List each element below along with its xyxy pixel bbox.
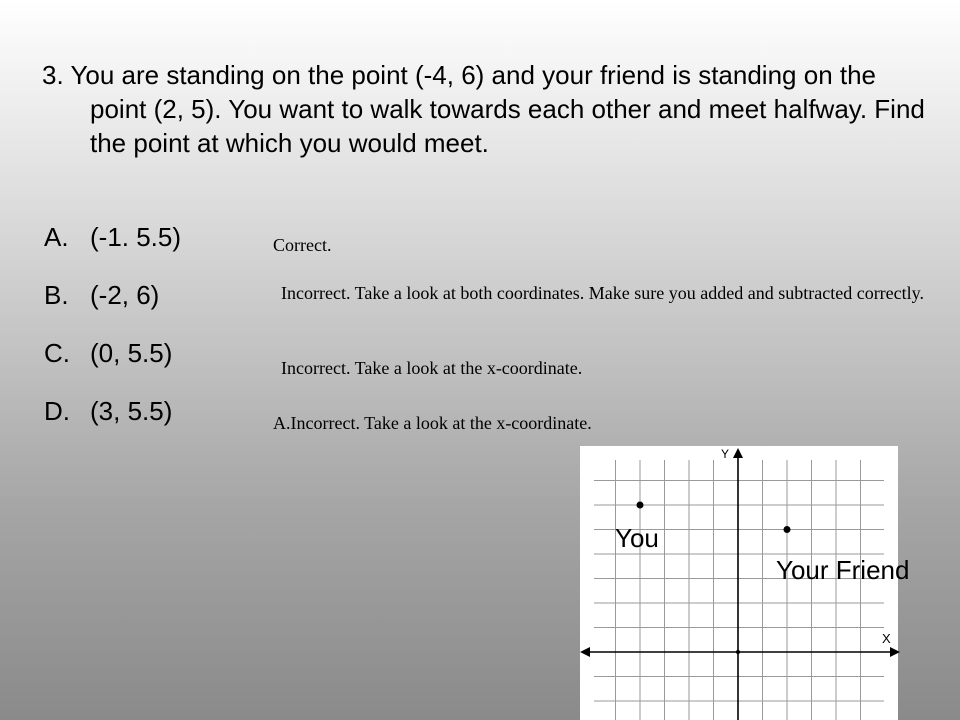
- choice-c-letter: C.: [44, 338, 70, 368]
- choice-a-text: (-1. 5.5): [90, 222, 182, 252]
- you-label: You: [615, 523, 659, 553]
- choice-c[interactable]: [44, 338, 181, 368]
- friend-point: [784, 526, 791, 533]
- choice-c-text: (0, 5.5): [90, 338, 173, 368]
- y-axis-label: Y: [721, 447, 730, 461]
- feedback-a: Correct.: [273, 235, 332, 255]
- choice-a-letter: A.: [44, 222, 69, 252]
- feedback-d: A.Incorrect. Take a look at the x-coordinate.: [273, 413, 592, 433]
- choice-d[interactable]: [44, 396, 181, 426]
- feedback-c: Incorrect. Take a look at the x-coordinate.: [281, 358, 583, 378]
- your-friend-label: Your Friend: [776, 555, 910, 585]
- choice-b-letter: B.: [44, 280, 69, 310]
- x-axis-label: X: [882, 631, 891, 646]
- choice-b[interactable]: [44, 280, 181, 310]
- choice-b-text: (-2, 6): [90, 280, 160, 310]
- choice-d-text: (3, 5.5): [90, 396, 173, 426]
- feedback-b: Incorrect. Take a look at both coordinates. Make sure you added and subtracted correctly.: [281, 283, 924, 303]
- choice-a[interactable]: [44, 222, 181, 252]
- choice-d-letter: D.: [44, 396, 70, 426]
- origin-point: [736, 650, 740, 654]
- question-text: 3. You are standing on the point (-4, 6) and your friend is standing on the point (2, 5). You want to walk towards each other and meet halfway. Find the point at which you would meet.: [42, 60, 925, 158]
- answer-choices: [44, 222, 181, 454]
- you-point: [637, 502, 644, 509]
